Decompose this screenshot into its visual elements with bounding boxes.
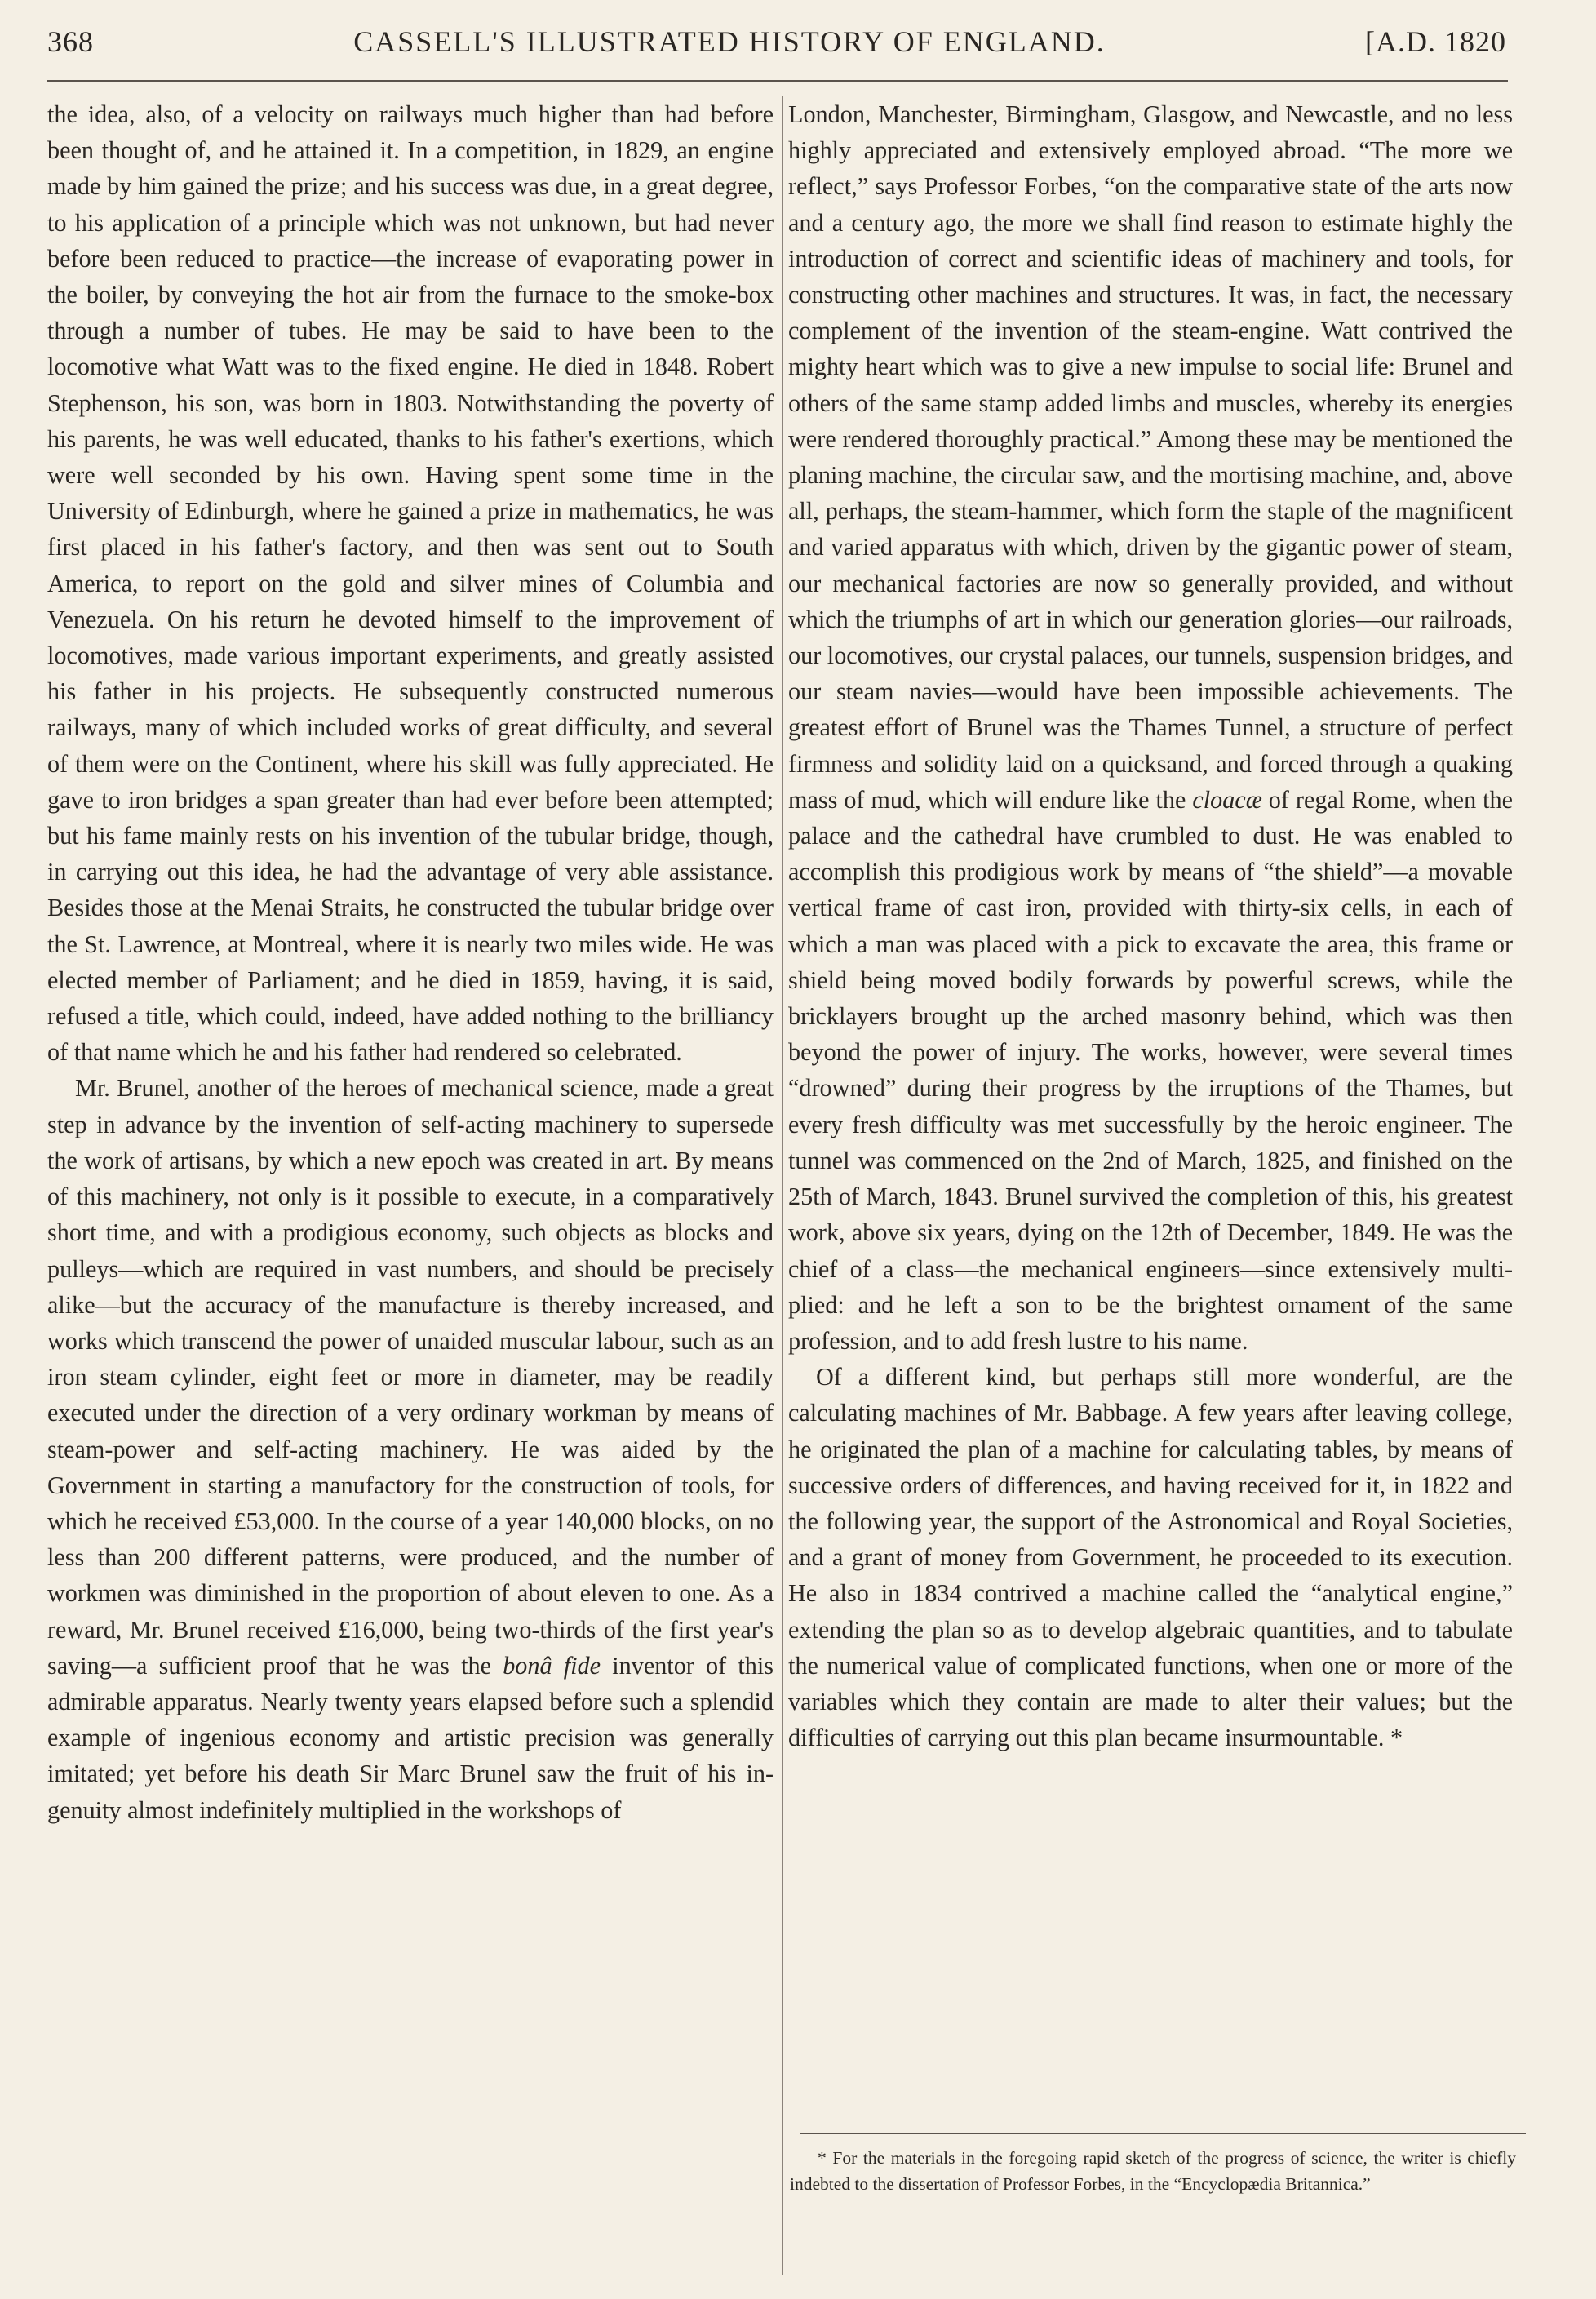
paragraph-text: of regal Rome, when the palace and the cathedral have crumbled to dust. He was enabled to accomplish this prodigious work by means of “the shield”—a movable vertical frame of cast iron, provided with thirty-six cells, in each of which a man was placed with a pick to excavate the area, this frame or shield being moved bodily forwards by powerful screws, while the bricklayers brought up the arched masonry behind, which was then beyond the power of injury. The works, however, were several times “drowned” during their progress by the irruptions of the Thames, but every fresh difficulty was met successfully by the heroic engineer. The tunnel was commenced on the 2nd of March, 1825, and finished on the 25th of March, 1843. Brunel survived the completion of this, his greatest work, above six years, dying on the 12th of December, 1849. He was the chief of a class—the mechanical engineers—since extensively multiplied: and he left a son to be the brightest ornament of the same profession, and to add fresh lustre to his name. [788, 785, 1513, 1355]
header-rule [47, 80, 1508, 82]
footnote: * For the materials in the foregoing rapid sketch of the progress of science, the writer is chiefly indebted to the dissertation of Professor Forbes, in the “Encyclopædia Britannica.” [790, 2148, 1516, 2194]
paragraph-text: Mr. Brunel, another of the heroes of mechanical science, made a great step in advance by the invention of self-acting machinery to supersede the work of artisans, by which a new epoch was created in art. By means of this machinery, not only is it possible to execute, in a comparatively short time, and with a prodigious economy, such objects as blocks and pulleys—which are required in vast numbers, and should be precisely alike—but the accuracy of the manufacture is thereby increased, and works which transcend the power of unaided muscular labour, such as an iron steam cylinder, eight feet or more in diameter, may be readily executed under the direction of a very ordinary workman by means of steam-power and self-acting machinery. He was aided by the Government in starting a manufactory for the construction of tools, for which he received £53,000. In the course of a year 140,000 blocks, on no less than 200 different patterns, were produced, and the number of workmen was diminished in the proportion of about eleven to one. As a reward, Mr. Brunel received £16,000, being two-thirds of the first year's saving—a sufficient proof that he was the [47, 1074, 774, 1680]
italic-phrase: bonâ fide [503, 1651, 601, 1680]
page-number: 368 [47, 25, 94, 58]
right-column [788, 96, 1513, 1755]
paragraph-text: London, Manchester, Birmingham, Glasgow, and Newcastle, and no less highly appreciated and extensively employed abroad. “The more we reflect,” says Professor Forbes, “on the comparative state of the arts now and a century ago, the more we shall find reason to estimate highly the introduction of correct and scientific ideas of machinery and tools, for constructing other machines and structures. It was, in fact, the necessary complement of the invention of the steam-engine. Watt contrived the mighty heart which was to give a new impulse to social life: Brunel and others of the same stamp added limbs and muscles, whereby its energies were rendered thoroughly practical.” Among these may be mentioned the planing machine, the circular saw, and the mortising machine, and, above all, perhaps, the steam-hammer, which form the staple of the magnificent and varied apparatus with which, driven by the gigantic power of steam, our mechanical factories are now so generally provided, and without which the triumphs of art in which our generation glories—our railroads, our locomotives, our crystal palaces, our tunnels, suspension bridges, and our steam navies—would have been impossible achievements. The greatest effort of Brunel was the Thames Tunnel, a structure of perfect firmness and solidity laid on a quicksand, and forced through a quaking mass of mud, which will endure like the [788, 100, 1513, 814]
date-tag: [A.D. 1820 [1365, 25, 1506, 58]
paragraph-stephenson: the idea, also, of a velocity on railways much higher than had before been thought of, and he attained it. In a competition, in 1829, an engine made by him gained the prize; and his success was due, in a great degree, to his application of a principle which was not unknown, but had never before been reduced to practice—the increase of evaporating power in the boiler, by conveying the hot air from the furnace to the smoke-box through a number of tubes. He may be said to have been to the locomotive what Watt was to the fixed engine. He died in 1848. Robert Stephenson, his son, was born in 1803. Notwithstanding the poverty of his parents, he was well educated, thanks to his father's exertions, which were well seconded by his own. Having spent some time in the University of Edinburgh, where he gained a prize in mathematics, he was first placed in his father's factory, and then was sent out to South America, to report on the gold and silver mines of Columbia and Venezuela. On his return he devoted himself to the improvement of locomotives, made various important experiments, and greatly assisted his father in his projects. He subsequently constructed numerous railways, many of which included works of great difficulty, and several of them were on the Continent, where his skill was fully appreciated. He gave to iron bridges a span greater than had ever before been attempted; but his fame mainly rests on his invention of the tubular bridge, though, in carrying out this idea, he had the advantage of very able assistance. Besides those at the Menai Straits, he constructed the tubular bridge over the St. Lawrence, at Montreal, where it is nearly two miles wide. He was elected member of Parliament; and he died in 1859, having, it is said, refused a title, which could, indeed, have added nothing to the brilliancy of that name which he and his father had rendered so celebrated. [47, 100, 774, 1067]
paragraph-text: inventor of this admirable apparatus. Nearly twenty years elapsed before such a splendid example of ingenious economy and artistic precision was generally imitated; yet before his death Sir Marc Brunel saw the fruit of his ingenuity almost indefinitely multiplied in the workshops of [47, 1651, 774, 1824]
running-header [47, 24, 1506, 73]
running-title: CASSELL'S ILLUSTRATED HISTORY OF ENGLAND. [353, 25, 1106, 58]
italic-phrase: cloacæ [1192, 785, 1262, 814]
paragraph-thames-tunnel [788, 96, 1513, 1359]
column-divider [782, 96, 783, 2275]
paragraph-babbage: Of a different kind, but perhaps still more wonderful, are the calculating machines of Mr. Babbage. A few years after leaving college, he originated the plan of a machine for calculating tables, by means of successive orders of differences, and having received for it, in 1822 and the following year, the support of the Astronomical and Royal Societies, and a grant of money from Government, he proceeded to its execution. He also in 1834 contrived a machine called the “analytical engine,” extending the plan so as to develop algebraic quantities, and to tabulate the numerical value of complicated functions, when one or more of the variables which they contain are made to alter their values; but the difficulties of carrying out this plan became insurmountable. * [788, 1363, 1513, 1752]
left-column [47, 96, 774, 1828]
footnote-rule [800, 2133, 1526, 2134]
paragraph-brunel-machinery [47, 1070, 774, 1827]
